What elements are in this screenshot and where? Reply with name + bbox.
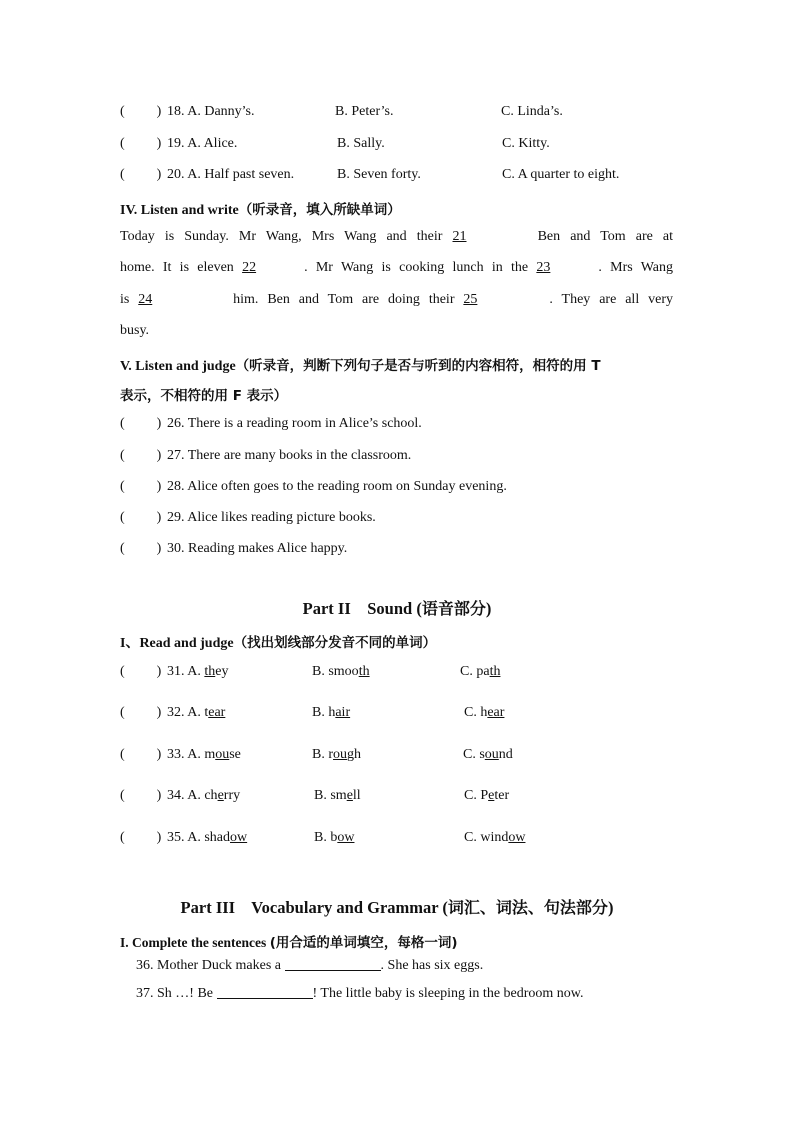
option-c: C. Linda’s. — [501, 104, 563, 119]
answer-bracket[interactable]: ( ) — [120, 104, 162, 119]
question-number: 18. — [167, 104, 185, 119]
answer-bracket[interactable]: ( ) — [120, 136, 162, 151]
section-heading-complete: I. Complete the sentences (用合适的单词填空，每格一词) — [120, 935, 458, 951]
blank-25[interactable]: 25 — [463, 292, 478, 307]
option-b: B. bow — [314, 830, 355, 845]
answer-bracket[interactable]: ( ) — [120, 747, 162, 762]
answer-bracket[interactable]: ( ) — [120, 664, 162, 679]
passage-line-1: Today is Sunday. Mr Wang, Mrs Wang and their 21 Ben and Tom are at — [120, 229, 674, 244]
option-a: A. Danny’s. — [187, 104, 255, 119]
blank-21[interactable]: 21 — [452, 229, 467, 244]
judge-item: ( ) 30. Reading makes Alice happy. — [120, 541, 348, 556]
option-c: C. hear — [464, 705, 505, 720]
judge-item: ( ) 29. Alice likes reading picture books. — [120, 510, 376, 525]
answer-bracket[interactable]: ( ) — [120, 167, 162, 182]
option-b: B. rough — [312, 747, 361, 762]
answer-bracket[interactable]: ( ) — [120, 416, 162, 431]
section-heading-listen-write: IV. Listen and write（听录音，填入所缺单词） — [120, 202, 401, 218]
question-19 — [120, 136, 237, 152]
answer-blank[interactable] — [285, 956, 381, 971]
passage-line-2: home. It is eleven 22 . Mr Wang is cooking lunch in the 23 . Mrs Wang — [120, 260, 674, 275]
question-number: 20. — [167, 167, 185, 182]
section-heading-read-judge: I、Read and judge（找出划线部分发音不同的单词） — [120, 635, 437, 651]
option-b: B. hair — [312, 705, 351, 720]
sentence-36: 36. Mother Duck makes a . She has six eggs. — [136, 958, 484, 973]
option-a: A. Alice. — [187, 136, 238, 151]
sound-item-31: ( ) 31. A. they — [120, 664, 229, 679]
option-a: A. Half past seven. — [187, 167, 295, 182]
question-number: 19. — [167, 136, 185, 151]
option-c: C. Kitty. — [502, 136, 550, 151]
option-c: C. A quarter to eight. — [502, 167, 620, 182]
answer-bracket[interactable]: ( ) — [120, 705, 162, 720]
part-title-sound: Part II Sound (语音部分) — [302, 599, 492, 618]
option-c: C. path — [460, 664, 501, 679]
answer-blank[interactable] — [217, 984, 313, 999]
option-c: C. Peter — [464, 788, 510, 803]
question-20 — [120, 167, 294, 183]
blank-24[interactable]: 24 — [138, 292, 153, 307]
option-b: B. Peter’s. — [335, 104, 394, 119]
option-b: B. smell — [314, 788, 361, 803]
sound-item-35: ( ) 35. A. shadow — [120, 830, 248, 845]
answer-bracket[interactable]: ( ) — [120, 510, 162, 525]
option-b: B. smooth — [312, 664, 370, 679]
answer-bracket[interactable]: ( ) — [120, 479, 162, 494]
option-c: C. sound — [463, 747, 513, 762]
option-b: B. Sally. — [337, 136, 385, 151]
answer-bracket[interactable]: ( ) — [120, 541, 162, 556]
question-18 — [120, 104, 255, 120]
sound-item-34: ( ) 34. A. cherry — [120, 788, 241, 803]
option-b: B. Seven forty. — [337, 167, 421, 182]
part-title-vocabulary: Part III Vocabulary and Grammar (词汇、词法、句法部分) — [180, 898, 614, 917]
judge-item: ( ) 28. Alice often goes to the reading room on Sunday evening. — [120, 479, 507, 494]
section-heading-listen-judge-cont: 表示，不相符的用 F 表示） — [120, 388, 288, 404]
answer-bracket[interactable]: ( ) — [120, 830, 162, 845]
sound-item-32: ( ) 32. A. tear — [120, 705, 226, 720]
passage-line-4: busy. — [120, 323, 150, 338]
judge-item: ( ) 27. There are many books in the classroom. — [120, 448, 412, 463]
answer-bracket[interactable]: ( ) — [120, 448, 162, 463]
blank-22[interactable]: 22 — [242, 260, 257, 275]
judge-item: ( ) 26. There is a reading room in Alice’s school. — [120, 416, 422, 431]
blank-23[interactable]: 23 — [536, 260, 551, 275]
section-heading-listen-judge: V. Listen and judge（听录音，判断下列句子是否与听到的内容相符，相符的用 T — [120, 358, 601, 374]
sound-item-33: ( ) 33. A. mouse — [120, 747, 241, 762]
passage-line-3: is 24 him. Ben and Tom are doing their 25 . They are all very — [120, 292, 673, 307]
sentence-37: 37. Sh …! Be ! The little baby is sleeping in the bedroom now. — [136, 986, 584, 1001]
option-c: C. window — [464, 830, 526, 845]
answer-bracket[interactable]: ( ) — [120, 788, 162, 803]
